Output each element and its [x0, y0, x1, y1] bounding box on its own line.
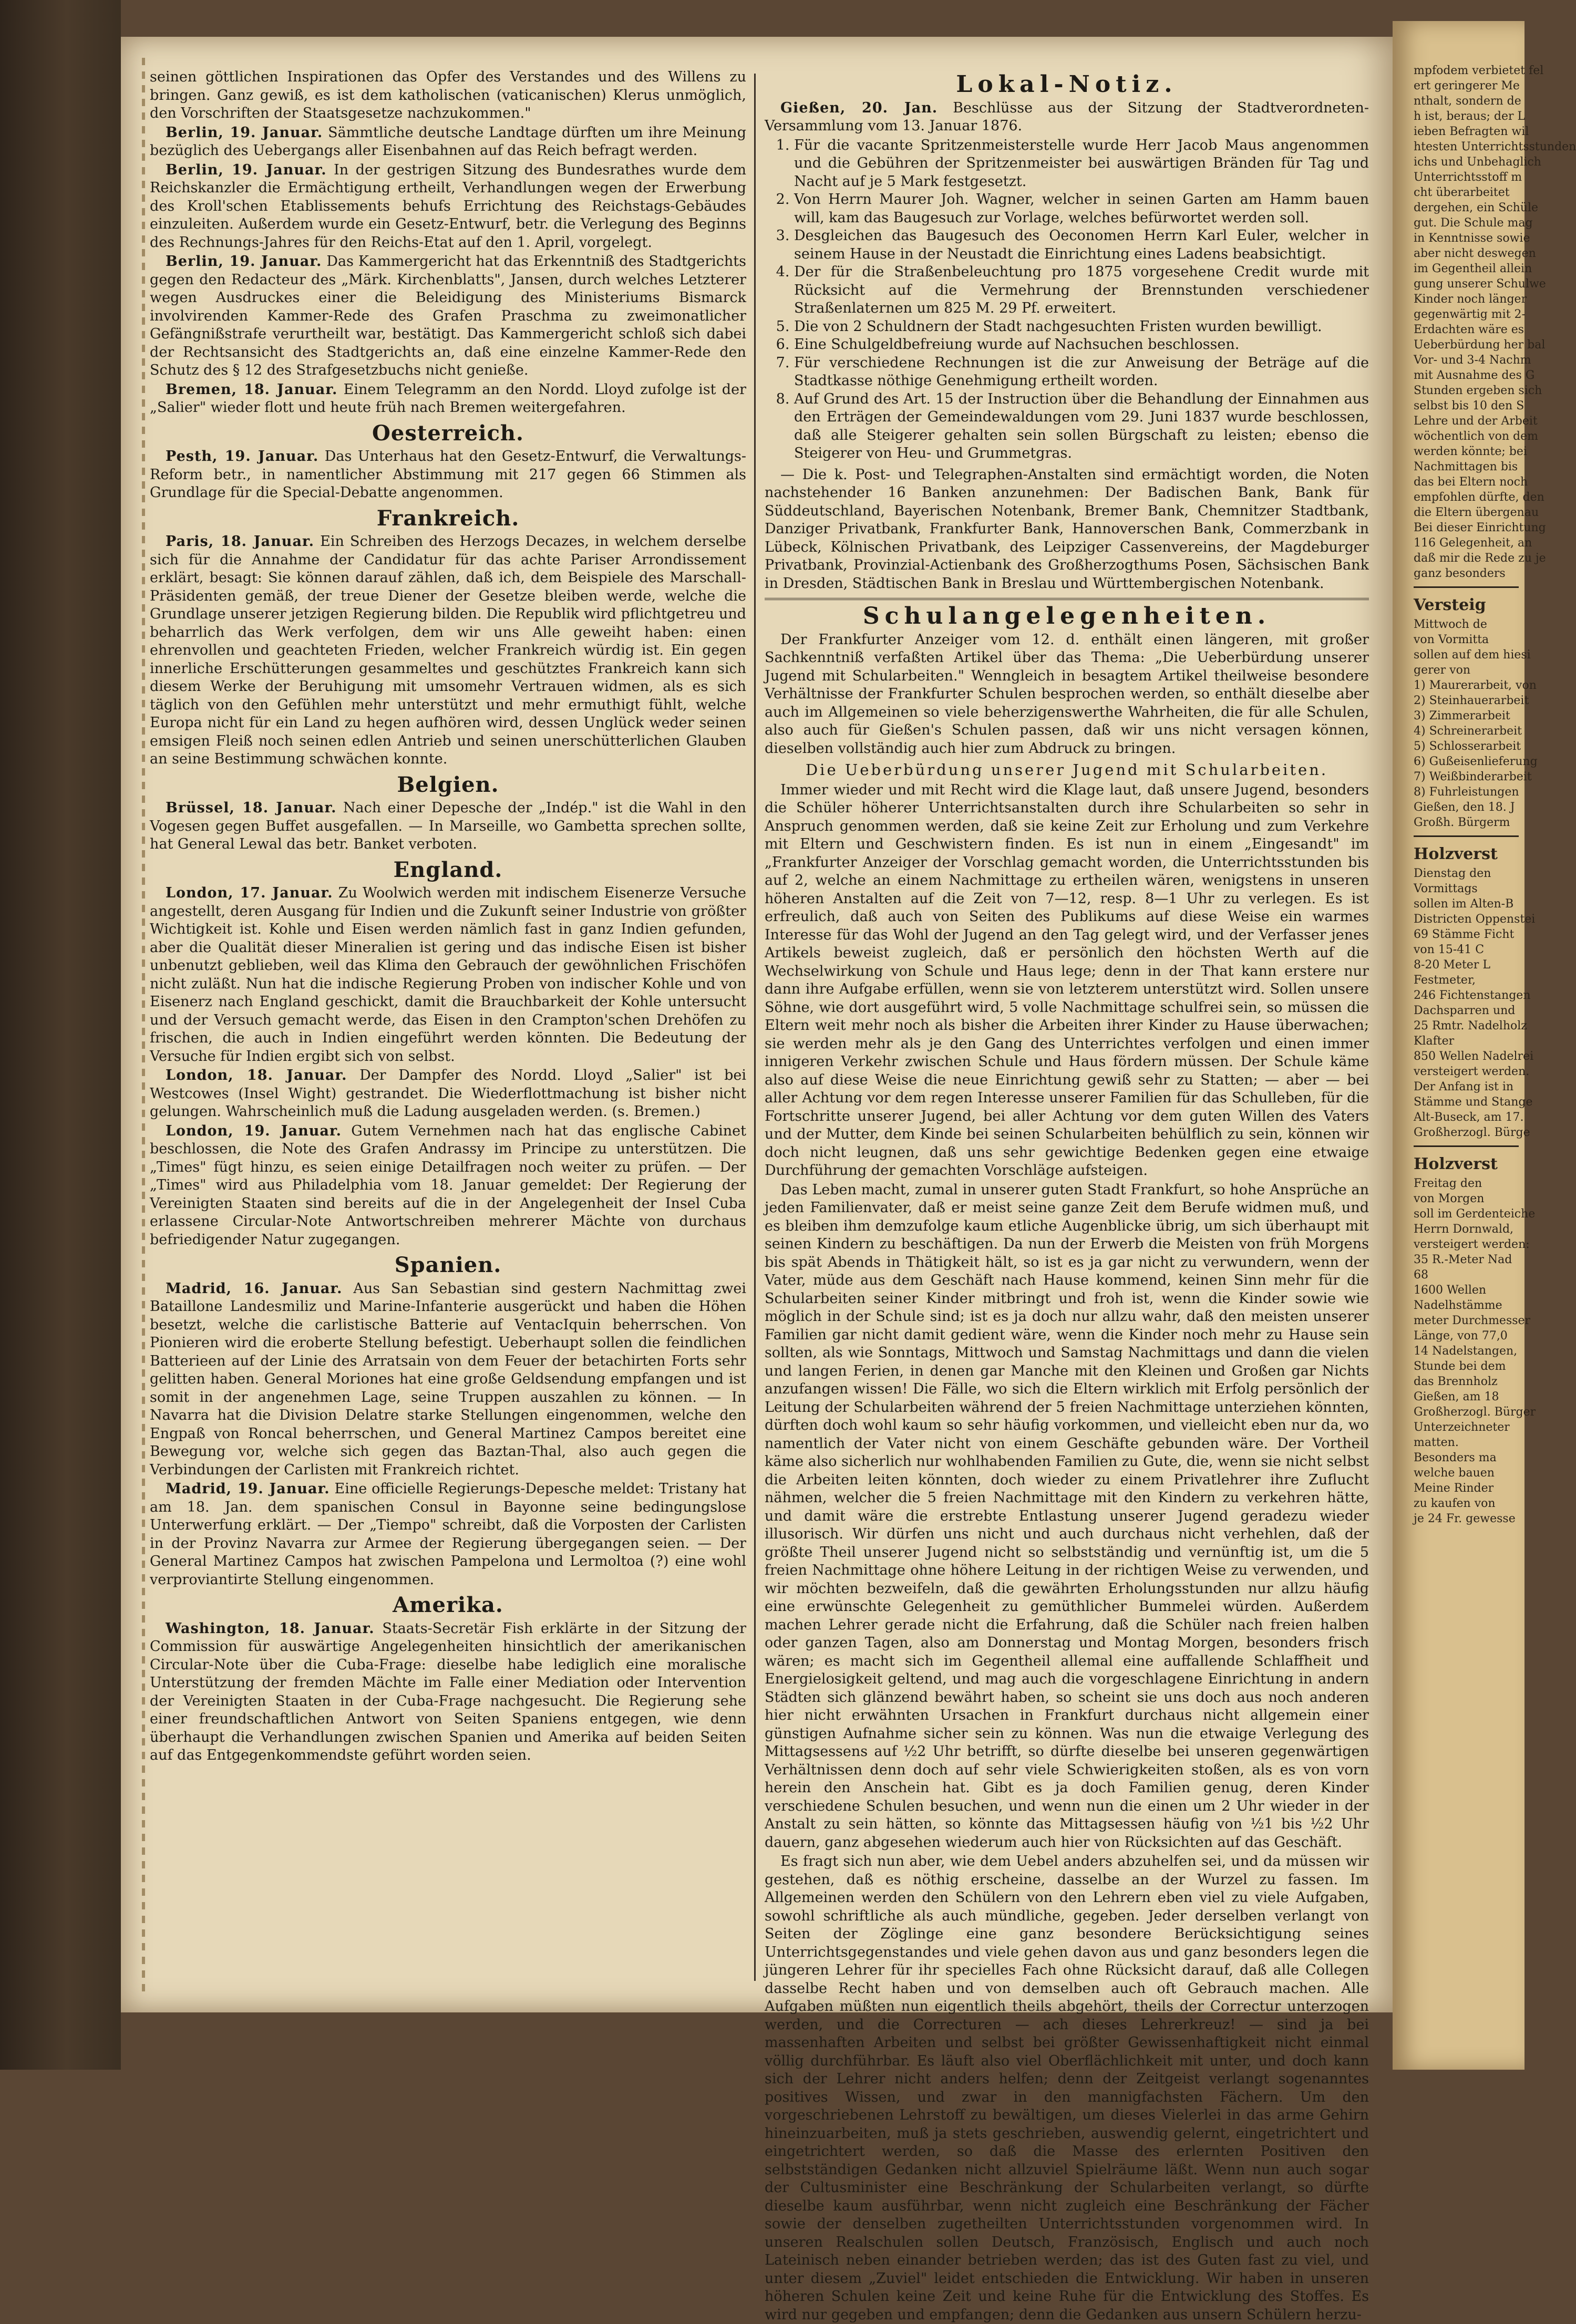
- adjacent-text-line: welche bauen: [1414, 1466, 1495, 1480]
- section-heading-schulangelegenheiten: Schulangelegenheiten.: [862, 603, 1271, 629]
- adjacent-text-line: 68: [1414, 1268, 1428, 1282]
- adjacent-text-line: je 24 Fr. gewesse: [1414, 1512, 1516, 1525]
- adjacent-page-text: [1414, 63, 1576, 1526]
- adjacent-text-line: Klafter: [1414, 1035, 1455, 1048]
- adjacent-text-line: 35 R.-Meter Nad: [1414, 1253, 1512, 1266]
- dateline: London, 19. Januar.: [166, 1122, 342, 1139]
- dateline: Berlin, 19. Januar.: [166, 161, 327, 178]
- adjacent-text-line: htesten Unterrichtsstunden: [1414, 140, 1576, 153]
- news-london-3: [150, 1122, 746, 1249]
- adjacent-text-line: gut. Die Schule mag: [1414, 216, 1533, 230]
- dateline: Madrid, 19. Januar.: [166, 1481, 330, 1497]
- adjacent-text-line: 8) Fuhrleistungen: [1414, 786, 1519, 799]
- dateline: Pesth, 19. Januar.: [166, 448, 319, 464]
- news-text: In der gestrigen Sitzung des Bundesrathes wurde dem Reichskanzler die Ermächtigung ertheilt, Verhandlungen wegen der Erwerbung des Kroll'schen Etablissements behufs Errichtung des Reichstags-Gebäudes einzuleiten. Außerdem wurde ein Gesetz-Entwurf, betr. die Verlegung des Beginns des Rechnungs-Jahres für den Reichs-Etat auf den 1. April, vorgelegt.: [150, 161, 746, 251]
- news-text: Gutem Vernehmen nach hat das englische Cabinet beschlossen, die Note des Grafen Andrassy im Principe zu unterstützen. Die „Times" fügt hinzu, es seien einige Detailfragen noch weiter zu prüfen. — Der „Times" wird aus Philadelphia vom 18. Januar gemeldet: Der Regierung der Vereinigten Staaten sind bereits auf die in der Angelegenheit der Insel Cuba erlassene Circular-Note Antwortschreiben mehrerer Mächte von durchaus befriedigender Natur zugegangen.: [150, 1122, 746, 1248]
- article-paragraph: Es fragt sich nun aber, wie dem Uebel anders abzuhelfen sei, und da müssen wir gestehen, daß es nöthig erscheine, dasselbe an der Wurzel zu fassen. Im Allgemeinen werden den Schülern von den Lehrern eben viel zu viele Aufgaben, sowohl schriftliche als auch mündliche, gegeben. Jeder derselben verlangt von Seiten der Zöglinge eine ganz besondere Berücksichtigung seines Unterrichtsgegenstandes und viele gehen davon aus und ganz besonders legen die jüngeren Lehrer für ihr specielles Fach ohne Rücksicht darauf, daß alle Collegen dasselbe Recht haben und von demselben auch oft Gebrauch machen. Alle Aufgaben müßten nun eigentlich theils abgehört, theils der Correctur unterzogen werden, und die Correcturen — ach dieses Lehrerkreuz! — sind ja bei massenhaften Arbeiten und selbst bei größter Gewissenhaftigkeit nicht einmal völlig durchführbar. Es läuft also viel Oberflächlichkeit mit unter, und doch kann sich der Lehrer nicht anders helfen; denn der Zeitgeist verlangt sogenanntes positives Wissen, und zwar in den mannigfachsten Fächern. Um den vorgeschriebenen Lehrstoff zu bewältigen, um dieses Vielerlei in das arme Gehirn hineinzuarbeiten, muß ja stets geschrieben, auswendig gelernt, eingetrichtert und eingetrichtert werden, so daß die Masse des erlernten Positiven den selbstständigen Gedanken nicht allzuviel Spielräume läßt. Wenn nun auch sogar der Cultusminister eine Beschränkung der Schularbeiten verlangt, so dürfte dieselbe kaum ausführbar, wenn nicht zugleich eine Beschränkung der Fächer sowie der denselben zugetheilten Unterrichtsstunden vorgenommen wird. In unseren Realschulen sollen Deutsch, Französisch, Englisch und auch noch Lateinisch neben einander betrieben werden; das ist des Guten fast zu viel, und unter diesem „Zuviel" leidet entschieden die Entwicklung. Wir haben in unseren höheren Schulen keine Zeit und keine Ruhe für die Entwicklung des Stoffes. Es wird nur gegeben und empfangen; denn die Gedanken aus unsern Schülern herzu-: [765, 1853, 1369, 2323]
- adjacent-text-line: Meine Rinder: [1414, 1482, 1494, 1495]
- adjacent-text-line: Freitag den: [1414, 1177, 1482, 1190]
- adjacent-text-line: Festmeter,: [1414, 974, 1476, 987]
- adjacent-text-line: Nachmittagen bis: [1414, 460, 1518, 473]
- article-paragraph: Das Leben macht, zumal in unserer guten Stadt Frankfurt, so hohe Ansprüche an jeden Familienvater, daß er meist seine ganze Zeit dem Berufe widmen muß, und es bleiben ihm demzufolge kaum etliche Augenblicke übrig, um sich überhaupt mit seinen Kindern zu beschäftigen. Da nun der Erwerb die Meisten von früh Morgens bis spät Abends in Thätigkeit hält, so ist es ja gar nicht zu verwundern, wenn der Vater, müde aus dem Geschäft nach Hause kommend, keinen Sinn mehr für die Schularbeiten seiner Kinder mitbringt und froh ist, wenn die Kinder sowie wie möglich in der Schule sind; ist es ja doch nur allzu wahr, daß den meisten unserer Familien gar nicht damit gedient wäre, wenn die Kinder noch mehr zu Hause sein sollten, als wie Sonntags, Mittwoch und Samstag Nachmittags und dann die vielen und langen Ferien, in denen gar Manche mit den Kleinen und Großen gar Nichts anzufangen wissen! Die Fälle, wo sich die Eltern wirklich mit Erfolg persönlich der Leitung der Schularbeiten während der 5 freien Nachmittage unterziehen könnten, dürften doch wohl kaum so sehr häufig vorkommen, und vielleicht eben nur da, wo namentlich der Vater nicht von einem Geschäfte gebunden wäre. Der Vortheil käme also sicherlich nur wohlhabenden Familien zu Gute, die, wenn sie nicht selbst die Arbeiten leiten könnten, doch wieder zu einem Privatlehrer ihre Zuflucht nähmen, welcher die 5 freien Nachmittage mit den Kindern zu verkehren hätte, und damit wäre die erstrebte Entlastung unserer Jugend geradezu wieder illusorisch. Wir dürfen uns nicht und auch durchaus nicht verhehlen, daß der größte Theil unserer Jugend nicht so selbstständig und vernünftig ist, um die 5 freien Nachmittage ohne höhere Leitung in der richtigen Weise zu verwenden, und wir möchten bezweifeln, daß die gewährten Erholungsstunden nur allzu häufig eine erwünschte Gelegenheit zu gemüthlicher Bummelei würden. Außerdem machen Lehrer gerade nicht die Erfahrung, daß die Schüler nach freien halben oder ganzen Tagen, also am Donnerstag und Montag Morgen, besonders frisch wären; es macht sich im Gegentheil allemal eine auffallende Schlaffheit und Energielosigkeit geltend, und mag auch die vorgeschlagene Einrichtung in andern Städten sich glänzend bewährt haben, so scheint sie uns doch aus noch anderen hier nicht erwähnten Ursachen in Frankfurt durchaus nicht allgemein einer günstigen Aufnahme sicher sein zu können. Was nun die etwaige Verlegung des Mittagsessens auf ½2 Uhr betrifft, so dürfte dieselbe bei unseren gegenwärtigen Verhältnissen denn doch auf sehr viele Schwierigkeiten stoßen, als es von vorn herein den Anschein hat. Gibt es ja doch Familien genug, deren Kinder verschiedene Schulen besuchen, und wenn nun die einen um 2 Uhr wieder in der Anstalt zu sein hätten, so könnte das Mittagsessen häufig von ½1 bis ½2 Uhr dauern, ganz abgesehen wiederum auch hier von Rücksichten auf das Geschäft.: [765, 1181, 1369, 1851]
- news-text: Das Kammergericht hat das Erkenntniß des Stadtgerichts gegen den Redacteur des „Märk. Kirchenblatts", Jansen, durch welches Letzterer wegen Ausdruckes einer die Beleidigung des Ministeriums Bismarck involvirenden Kammer-Rede des Grafen Praschma zu zweimonatlicher Gefängnißstrafe verurtheilt war, bestätigt. Das Kammergericht schloß sich dabei der Rechtsansicht des Stadtgerichts an, daß eine einzelne Kammer-Rede den Schutz des § 12 des Strafgesetzbuchs nicht genieße.: [150, 253, 746, 378]
- list-item: 6. Eine Schulgeldbefreiung wurde auf Nachsuchen beschlossen.: [794, 336, 1369, 354]
- list-item: 4. Der für die Straßenbeleuchtung pro 1875 vorgesehene Credit wurde mit Rücksicht auf die Vermehrung der Brennstunden verschiedener Straßenlaternen um 825 M. 29 Pf. erweitert.: [794, 263, 1369, 318]
- adjacent-text-line: Ueberbürdung her bal: [1414, 338, 1546, 352]
- newspaper-page: [121, 37, 1393, 2323]
- adjacent-text-line: Alt-Buseck, am 17.: [1414, 1111, 1524, 1124]
- section-heading-belgien: Belgien.: [397, 772, 499, 797]
- adjacent-heading: Holzverst: [1414, 845, 1498, 863]
- book-binding: [0, 0, 121, 2070]
- adjacent-text-line: versteigert werden.: [1414, 1065, 1530, 1078]
- news-berlin-1: [150, 124, 746, 160]
- adjacent-text-line: werden könnte; bei: [1414, 445, 1527, 458]
- adjacent-text-line: Großherzogl. Bürge: [1414, 1126, 1530, 1139]
- section-heading-frankreich: Frankreich.: [376, 505, 520, 531]
- dateline: Gießen, 20. Jan.: [780, 99, 938, 116]
- divider: [1414, 586, 1519, 588]
- adjacent-text-line: zu kaufen von: [1414, 1497, 1496, 1510]
- adjacent-text-line: Kinder noch länger: [1414, 293, 1527, 306]
- list-item: 8. Auf Grund des Art. 15 der Instruction über die Behandlung der Einnahmen aus den Erträgen der Gemeindewaldungen vom 29. Juni 1837 wurde beschlossen, daß alle Steigerer gehalten sein sollen Bürgschaft zu leisten; ebenso die Steigerer von Heu- und Grummetgras.: [794, 390, 1369, 463]
- adjacent-text-line: Districten Oppenstei: [1414, 913, 1536, 926]
- adjacent-text-block: [1414, 866, 1540, 1140]
- section-heading-england: England.: [393, 857, 503, 882]
- adjacent-text-line: wöchentlich von dem: [1414, 430, 1538, 443]
- adjacent-text-line: ichs und Unbehaglich: [1414, 156, 1541, 169]
- dateline: London, 17. Januar.: [166, 885, 333, 901]
- adjacent-text-block: [1414, 617, 1540, 830]
- divider: [1414, 835, 1519, 837]
- adjacent-text-line: Gießen, den 18. J: [1414, 801, 1515, 814]
- news-washington: [150, 1620, 746, 1765]
- adjacent-text-line: Dienstag den: [1414, 867, 1491, 880]
- adjacent-text-line: nthalt, sondern de: [1414, 95, 1521, 108]
- adjacent-text-line: Vor- und 3-4 Nachm: [1414, 354, 1531, 367]
- adjacent-text-line: empfohlen dürfte, den: [1414, 491, 1544, 504]
- adjacent-text-line: 1) Maurerarbeit, von: [1414, 679, 1537, 692]
- column-divider: [754, 74, 756, 1981]
- adjacent-text-line: 850 Wellen Nadelrei: [1414, 1050, 1534, 1063]
- adjacent-text-line: Lehre und der Arbeit: [1414, 415, 1538, 428]
- adjacent-text-line: Länge, von 77,0: [1414, 1329, 1508, 1342]
- adjacent-text-line: Der Anfang ist in: [1414, 1080, 1514, 1093]
- adjacent-text-line: 5) Schlosserarbeit: [1414, 740, 1521, 753]
- divider: [1414, 1145, 1519, 1147]
- dateline: Washington, 18. Januar.: [166, 1620, 375, 1637]
- news-text: Ein Schreiben des Herzogs Decazes, in welchem derselbe sich für die Annahme der Candidatur für das achte Pariser Arrondissement erklärt, besagt: Sie können darauf zählen, daß ich, dem Beispiele des Marschall-Präsidenten gemäß, der treue Diener der Gesetze bleiben werde, welche die Grundlage unserer jetzigen Regierung bilden. Die Republik wird pflichtgetreu und beharrlich das Werk verfolgen, dem wir uns Alle geweiht haben: einen ehrenvollen und geachteten Frieden, welcher Frankreich würdig ist. Ein gegen innerliche Erschütterungen gesammeltes und geschütztes Frankreich kann sich diesem Werke der Beruhigung mit umsomehr Vertrauen widmen, als es sich täglich von den Gefühlen mehr unterstützt und mehr ermuthigt fühlt, welche Europa nicht für ein Land zu hegen aufhören wird, dessen Unglück weder seinen emsigen Fleiß noch seinen edlen Antrieb und seinen unerschütterlichen Glauben an seine Bestimmung schwächen konnte.: [150, 533, 746, 767]
- adjacent-text-line: Mittwoch de: [1414, 618, 1487, 631]
- adjacent-heading: Versteig: [1414, 596, 1486, 614]
- adjacent-text-line: 25 Rmtr. Nadelholz: [1414, 1019, 1527, 1032]
- news-bremen: [150, 381, 746, 417]
- news-post-note: — Die k. Post- und Telegraphen-Anstalten sind ermächtigt worden, die Noten nachstehender 16 Banken anzunehmen: Der Badischen Bank, Bank für Süddeutschland, Bayerischen Notenbank, Bremer Bank, Chemnitzer Stadtbank, Danziger Privatbank, Frankfurter Bank, Hannoverschen Bank, Commerzbank in Lübeck, Kölnischen Privatbank, des Leipziger Cassenvereins, der Magdeburger Privatbank, Provinzial-Actienbank des Großherzogthums Posen, Sächsischen Bank in Dresden, Städtischen Bank in Breslau und Württembergischen Notenbank.: [765, 466, 1369, 592]
- adjacent-text-line: Erdachten wäre es: [1414, 323, 1525, 336]
- section-heading-lokal-notiz: Lokal-Notiz.: [956, 71, 1178, 98]
- adjacent-text-line: Gießen, am 18: [1414, 1390, 1499, 1403]
- adjacent-text-line: 4) Schreinerarbeit: [1414, 725, 1522, 738]
- news-pesth: [150, 448, 746, 502]
- section-heading-oesterreich: Oesterreich.: [372, 420, 524, 446]
- adjacent-text-line: gegenwärtig mit 2-: [1414, 308, 1526, 321]
- news-berlin-2: [150, 161, 746, 252]
- adjacent-text-line: dergehen, ein Schüle: [1414, 201, 1539, 214]
- adjacent-text-line: ganz besonders: [1414, 567, 1506, 580]
- adjacent-text-line: Unterzeichneter: [1414, 1421, 1510, 1434]
- adjacent-text-line: cht überarbeitet: [1414, 186, 1510, 199]
- adjacent-text-line: 14 Nadelstangen,: [1414, 1345, 1518, 1358]
- dateline: London, 18. Januar.: [166, 1067, 347, 1083]
- adjacent-text-line: Herrn Dornwald,: [1414, 1223, 1514, 1236]
- right-column: [765, 68, 1369, 2323]
- adjacent-text-line: sollen im Alten-B: [1414, 897, 1514, 911]
- adjacent-text-line: 69 Stämme Ficht: [1414, 928, 1515, 941]
- adjacent-text-block: [1414, 63, 1576, 581]
- adjacent-text-line: daß mir die Rede zu je: [1414, 552, 1546, 565]
- news-text: Das Unterhaus hat den Gesetz-Entwurf, die Verwaltungs-Reform betr., in namentlicher Abstimmung mit 217 gegen 66 Stimmen als Grundlage für die Special-Debatte angenommen.: [150, 448, 746, 501]
- news-text: Staats-Secretär Fish erklärte in der Sitzung der Commission für auswärtige Angelegenheiten hinsichtlich der amerikanischen Circular-Note über die Cuba-Frage: dieselbe habe lediglich eine moralische Unterstützung der fremden Mächte im Falle einer Mediation oder Intervention der Vereinigten Staaten in der Cuba-Frage nachgesucht. Die Regierung sehe einer freundschaftlichen Antwort von Seiten Spaniens entgegen, wie denn überhaupt die Verhandlungen zwischen Spanien und Amerika auf beiden Seiten auf das Entgegenkommendste geführt worden seien.: [150, 1620, 746, 1763]
- dateline: Brüssel, 18. Januar.: [166, 800, 337, 816]
- article-subheading: Die Ueberbürdung unserer Jugend mit Schularbeiten.: [805, 761, 1328, 779]
- news-paris: [150, 533, 746, 769]
- list-item: 7. Für verschiedene Rechnungen ist die zur Anweisung der Beträge auf die Stadtkasse nöthige Genehmigung ertheilt worden.: [794, 354, 1369, 390]
- adjacent-text-line: Dachsparren und: [1414, 1004, 1516, 1017]
- left-column: [150, 68, 746, 1991]
- schul-intro: Der Frankfurter Anzeiger vom 12. d. enthält einen längeren, mit großer Sachkenntniß verfaßten Artikel über das Thema: „Die Ueberbürdung unserer Jugend mit Schularbeiten." Wenngleich in besagtem Artikel theilweise besondere Verhältnisse der Frankfurter Schulen besprochen werden, so enthält dieselbe aber auch im Allgemeinen so viele beherzigenswerthe Wahrheiten, die für alle Schulen, also auch für Gießen's Schulen passen, daß wir uns nicht versagen können, dieselben vollständig auch hier zum Abdruck zu bringen.: [765, 631, 1369, 757]
- adjacent-text-line: Unterrichtsstoff m: [1414, 171, 1522, 184]
- adjacent-text-line: ieben Befragten wil: [1414, 125, 1529, 138]
- list-item: 3. Desgleichen das Baugesuch des Oeconomen Herrn Karl Euler, welcher in seinem Hause in der Neustadt die Einrichtung eines Ladens beabsichtigt.: [794, 227, 1369, 263]
- article-paragraph: Immer wieder und mit Recht wird die Klage laut, daß unsere Jugend, besonders die Schüler höherer Unterrichtsanstalten durch ihre Schularbeiten so sehr in Anspruch genommen werden, daß sie keine Zeit zur Erholung und zum Verkehre mit Eltern und Geschwistern finden. Es ist nun in einem „Eingesandt" im „Frankfurter Anzeiger der Vorschlag gemacht worden, die Unterrichtsstunden bis auf 2, welche an einem Nachmittage zu ertheilen wären, wenigstens in unseren höheren Anstalten auf die Zeit von 7—12, resp. 8—1 Uhr zu verlegen. Es ist erfreulich, daß auch von Seiten des Publikums auf diese Weise ein warmes Interesse für das Wohl der Jugend an den Tag gelegt wird, und der Verfasser jenes Artikels beweist zugleich, daß er persönlich den höchsten Werth auf die Wechselwirkung von Schule und Haus lege; denn in der That kann erstere nur dann ihre Aufgabe erfüllen, wenn sie von letzterem unterstützt wird. Sollen unsere Söhne, wie dort ausgeführt wird, 5 volle Nachmittage schulfrei sein, so müssen die Eltern weit mehr noch als bisher die Arbeiten ihrer Kinder zu Hause überwachen; sie werden mehr als je den Gang des Unterrichtes verfolgen und einen immer innigeren Verkehr zwischen Schule und Haus fördern müssen. Der Schule käme also auf diese Weise die neue Einrichtung gewiß sehr zu Statten; — aber — bei aller Achtung vor dem regen Interesse unserer Familien für das Schulleben, für die Fortschritte unserer Jugend, bei aller Achtung vor dem guten Willen des Vaters und der Mutter, dem Kinde bei seinen Schularbeiten behülflich zu sein, können wir doch nicht leugnen, daß uns sehr gewichtige Bedenken gegen eine etwaige Durchführung der gemachten Vorschläge aufsteigen.: [765, 781, 1369, 1179]
- news-berlin-3: [150, 253, 746, 380]
- section-heading-amerika: Amerika.: [393, 1593, 503, 1617]
- dateline: Paris, 18. Januar.: [166, 533, 315, 550]
- adjacent-heading: Holzverst: [1414, 1155, 1498, 1173]
- resolutions-list: [765, 137, 1369, 463]
- adjacent-text-line: Stunde bei dem: [1414, 1360, 1506, 1373]
- adjacent-text-line: 8-20 Meter L: [1414, 958, 1490, 972]
- adjacent-text-line: 3) Zimmerarbeit: [1414, 709, 1510, 722]
- news-text: Der Dampfer des Nordd. Lloyd „Salier" ist bei Westcowes (Insel Wight) gestrandet. Die Wiederflottmachung ist bisher nicht gelungen. Wahrscheinlich muß die Ladung ausgeladen werden. (s. Bremen.): [150, 1067, 746, 1120]
- news-bruessel: [150, 799, 746, 854]
- news-madrid-1: [150, 1280, 746, 1480]
- adjacent-text-line: 116 Gelegenheit, an: [1414, 536, 1532, 550]
- adjacent-text-line: mit Ausnahme des G: [1414, 369, 1535, 382]
- adjacent-text-line: Vormittags: [1414, 882, 1478, 895]
- news-giessen: [765, 99, 1369, 136]
- adjacent-text-line: 2) Steinhauerarbeit: [1414, 694, 1529, 707]
- news-text: Nach einer Depesche der „Indép." ist die Wahl in den Vogesen gegen Buffet ausgefallen. — In Marseille, wo Gambetta sprechen sollte, hat General Lewal das betr. Banket verboten.: [150, 800, 746, 852]
- news-text: Beschlüsse aus der Sitzung der Stadtverordneten-Versammlung vom 13. Januar 1876.: [765, 99, 1369, 134]
- adjacent-text-line: gung unserer Schulwe: [1414, 277, 1546, 291]
- adjacent-text-line: selbst bis 10 den S: [1414, 399, 1525, 412]
- adjacent-text-line: 7) Weißbinderarbeit: [1414, 770, 1532, 783]
- adjacent-text-line: Großh. Bürgerm: [1414, 816, 1510, 829]
- adjacent-text-line: Nadelhstämme: [1414, 1299, 1502, 1312]
- dateline: Bremen, 18. Januar.: [166, 381, 338, 398]
- adjacent-text-line: Bei dieser Einrichtung: [1414, 521, 1546, 534]
- adjacent-text-line: von Morgen: [1414, 1192, 1485, 1205]
- adjacent-text-line: im Gegentheil allein: [1414, 262, 1532, 275]
- adjacent-text-line: 6) Gußeisenlieferung: [1414, 755, 1538, 768]
- list-item: 5. Die von 2 Schuldnern der Stadt nachgesuchten Fristen wurden bewilligt.: [794, 318, 1369, 336]
- section-heading-spanien: Spanien.: [394, 1253, 502, 1277]
- adjacent-text-line: versteigert werden:: [1414, 1238, 1530, 1251]
- adjacent-text-line: Großherzogl. Bürger: [1414, 1406, 1536, 1419]
- margin-rule: [142, 58, 145, 1991]
- adjacent-text-line: das Brennholz: [1414, 1375, 1498, 1388]
- adjacent-text-line: h ist, beraus; der L: [1414, 110, 1526, 123]
- dateline: Madrid, 16. Januar.: [166, 1280, 343, 1297]
- adjacent-text-line: matten.: [1414, 1436, 1459, 1449]
- dateline: Berlin, 19. Januar.: [166, 253, 322, 270]
- news-madrid-2: [150, 1480, 746, 1589]
- news-text: Einem Telegramm an den Nordd. Lloyd zufolge ist der „Salier" wieder flott und heute früh nach Bremen weitergefahren.: [150, 381, 746, 416]
- article-continuation: seinen göttlichen Inspirationen das Opfer des Verstandes und des Willens zu bringen. Ganz gewiß, es ist dem katholischen (vaticanischen) Klerus unmöglich, den Vorschriften der Staatsgesetze nachzukommen.": [150, 69, 746, 121]
- adjacent-text-line: Stämme und Stange: [1414, 1096, 1533, 1109]
- adjacent-page: [1393, 21, 1576, 2070]
- list-item: 2. Von Herrn Maurer Joh. Wagner, welcher in seinen Garten am Hamm bauen will, kam das Baugesuch zur Vorlage, welches befürwortet werden soll.: [794, 191, 1369, 227]
- news-london-2: [150, 1067, 746, 1121]
- news-london-1: [150, 884, 746, 1066]
- adjacent-text-line: meter Durchmesser: [1414, 1314, 1531, 1327]
- adjacent-text-line: 246 Fichtenstangen: [1414, 989, 1531, 1002]
- adjacent-text-line: das bei Eltern noch: [1414, 476, 1528, 489]
- adjacent-text-line: von Vormitta: [1414, 633, 1489, 646]
- adjacent-text-line: gerer von: [1414, 664, 1470, 677]
- adjacent-text-block: [1414, 1176, 1540, 1526]
- adjacent-text-line: 1600 Wellen: [1414, 1284, 1487, 1297]
- adjacent-text-line: von 15-41 C: [1414, 943, 1485, 956]
- adjacent-text-line: soll im Gerdenteiche: [1414, 1207, 1536, 1221]
- news-text: Aus San Sebastian sind gestern Nachmittag zwei Bataillone Landesmiliz und Marine-Infanterie ausgerückt und haben die Höhen besetzt, welche die carlistische Batterie auf VentacIquin beherrschen. Von Pionieren wird die eroberte Stellung befestigt. Ueberhaupt sollen die feindlichen Batterieen auf der Linie des Arratsain von dem Feuer der betachirten Forts sehr gelitten haben. General Moriones hat eine große Geldsendung empfangen und ist somit in der angenehmen Lage, seine Truppen auszahlen zu können. — In Navarra hat die Division Delatre starke Stellungen eingenommen, welche den Engpaß von Roncal beherrschen, und General Martinez Campos bereitet eine Bewegung vor, welche sich gegen das Baztan-Thal, also auch gegen die Verbindungen der Carlisten mit Frankreich richtet.: [150, 1280, 746, 1478]
- adjacent-text-line: Besonders ma: [1414, 1451, 1497, 1464]
- adjacent-text-line: Stunden ergeben sich: [1414, 384, 1542, 397]
- adjacent-text-line: aber nicht deswegen: [1414, 247, 1536, 260]
- adjacent-text-line: ert geringerer Me: [1414, 79, 1520, 92]
- adjacent-text-line: mpfodem verbietet fel: [1414, 64, 1544, 77]
- news-text: Sämmtliche deutsche Landtage dürften um ihre Meinung bezüglich des Uebergangs aller Eisenbahnen auf das Reich befragt werden.: [150, 124, 746, 159]
- list-item: 1. Für die vacante Spritzenmeisterstelle wurde Herr Jacob Maus angenommen und die Gebühren der Spritzenmeister bei auswärtigen Bränden für Tag und Nacht auf je 5 Mark festgesetzt.: [794, 137, 1369, 191]
- section-rule: [765, 598, 1369, 600]
- adjacent-text-line: die Eltern übergenau: [1414, 506, 1539, 519]
- adjacent-text-line: in Kenntnisse sowie: [1414, 232, 1530, 245]
- adjacent-text-line: sollen auf dem hiesi: [1414, 648, 1531, 662]
- dateline: Berlin, 19. Januar.: [166, 124, 323, 141]
- news-text: Zu Woolwich werden mit indischem Eisenerze Versuche angestellt, deren Ausgang für Indien und die Zukunft seiner Industrie von größter Wichtigkeit ist. Kohle und Eisen werden nämlich fast in ganz Indien gefunden, aber die Qualität dieser Mineralien ist gering und das indische Eisen ist bisher unbenutzt geblieben, weil das Klima den Gebrauch der gewöhnlichen Frischöfen nicht zuläßt. Nun hat die indische Regierung Proben von indischer Kohle und von Eisenerz nach England geschickt, damit die Brauchbarkeit der Kohle untersucht und der Versuch gemacht werde, das Eisen in den Crampton'schen Drehöfen zu frischen, die auch in Indien eingeführt werden könnten. Die Bedeutung der Versuche für Indien ergibt sich von selbst.: [150, 885, 746, 1065]
- news-text: Eine officielle Regierungs-Depesche meldet: Tristany hat am 18. Jan. dem spanischen Consul in Bayonne seine bedingungslose Unterwerfung erklärt. — Der „Tiempo" schreibt, daß die Vorposten der Carlisten in der Provinz Navarra zur Armee der Regierung übergegangen seien. — Der General Martinez Campos hat zwischen Pampelona und Lermoltoa (?) eine wohl verproviantirte Stellung eingenommen.: [150, 1481, 747, 1588]
